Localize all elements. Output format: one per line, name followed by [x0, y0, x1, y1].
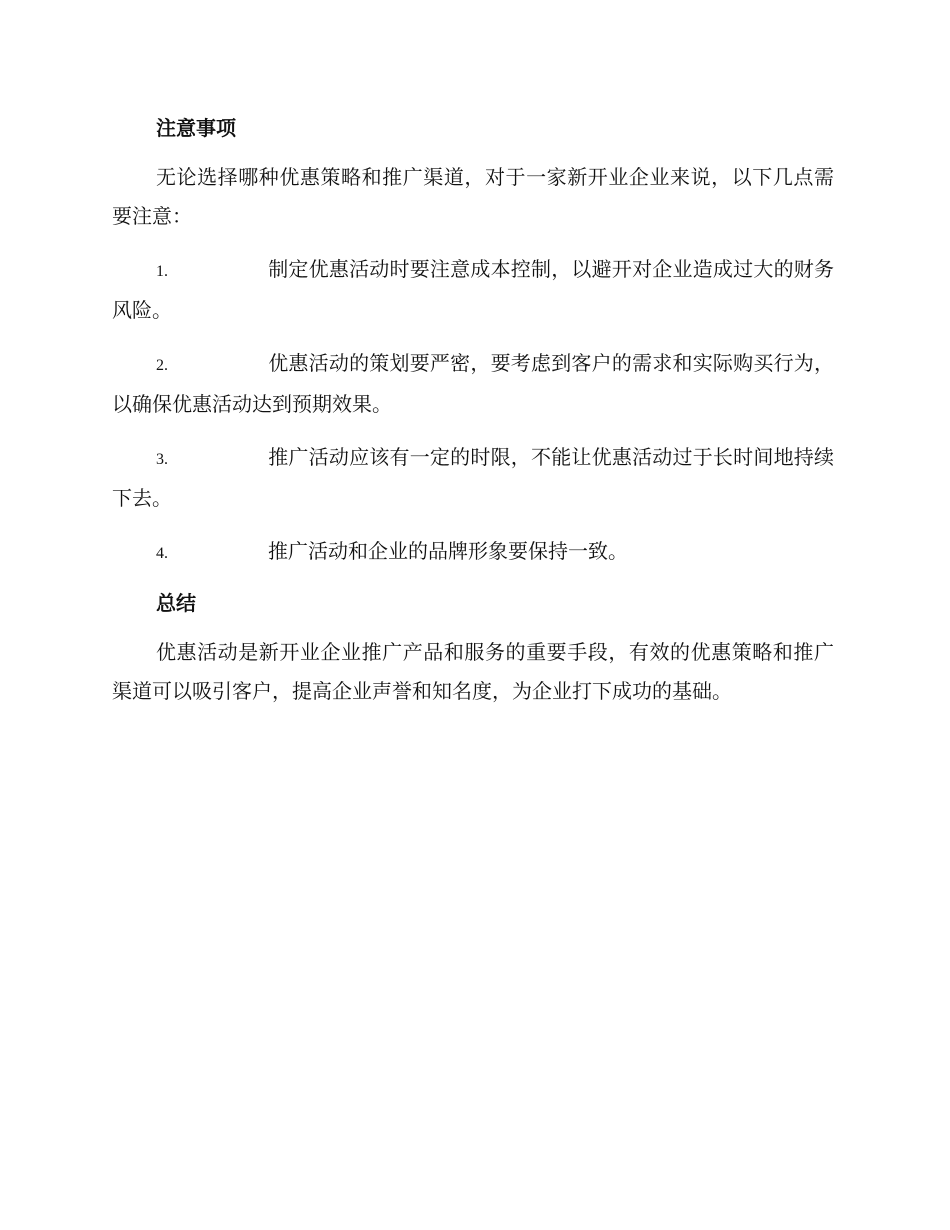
section-heading-summary: 总结 [156, 591, 196, 615]
list-item [112, 250, 834, 330]
list-item [112, 532, 834, 573]
list-item-number: 1. [156, 263, 168, 280]
list-item-text: 推广活动应该有一定的时限，不能让优惠活动过于长时间地持续下去。 [112, 445, 834, 510]
list-item [112, 438, 834, 518]
summary-paragraph: 优惠活动是新开业企业推广产品和服务的重要手段，有效的优惠策略和推广渠道可以吸引客户，提高企业声誉和知名度，为企业打下成功的基础。 [112, 640, 834, 703]
list-item-text: 推广活动和企业的品牌形象要保持一致。 [268, 539, 628, 563]
document-page [112, 112, 834, 725]
list-item-number: 2. [156, 357, 168, 374]
section-heading-notes: 注意事项 [156, 116, 236, 140]
list-item-text: 优惠活动的策划要严密，要考虑到客户的需求和实际购买行为，以确保优惠活动达到预期效果。 [112, 351, 834, 416]
list-item-number: 3. [156, 451, 168, 468]
list-item-text: 制定优惠活动时要注意成本控制，以避开对企业造成过大的财务风险。 [112, 257, 834, 322]
notes-intro-paragraph: 无论选择哪种优惠策略和推广渠道，对于一家新开业企业来说，以下几点需要注意： [112, 165, 834, 228]
list-item-number: 4. [156, 545, 168, 562]
list-item [112, 344, 834, 424]
